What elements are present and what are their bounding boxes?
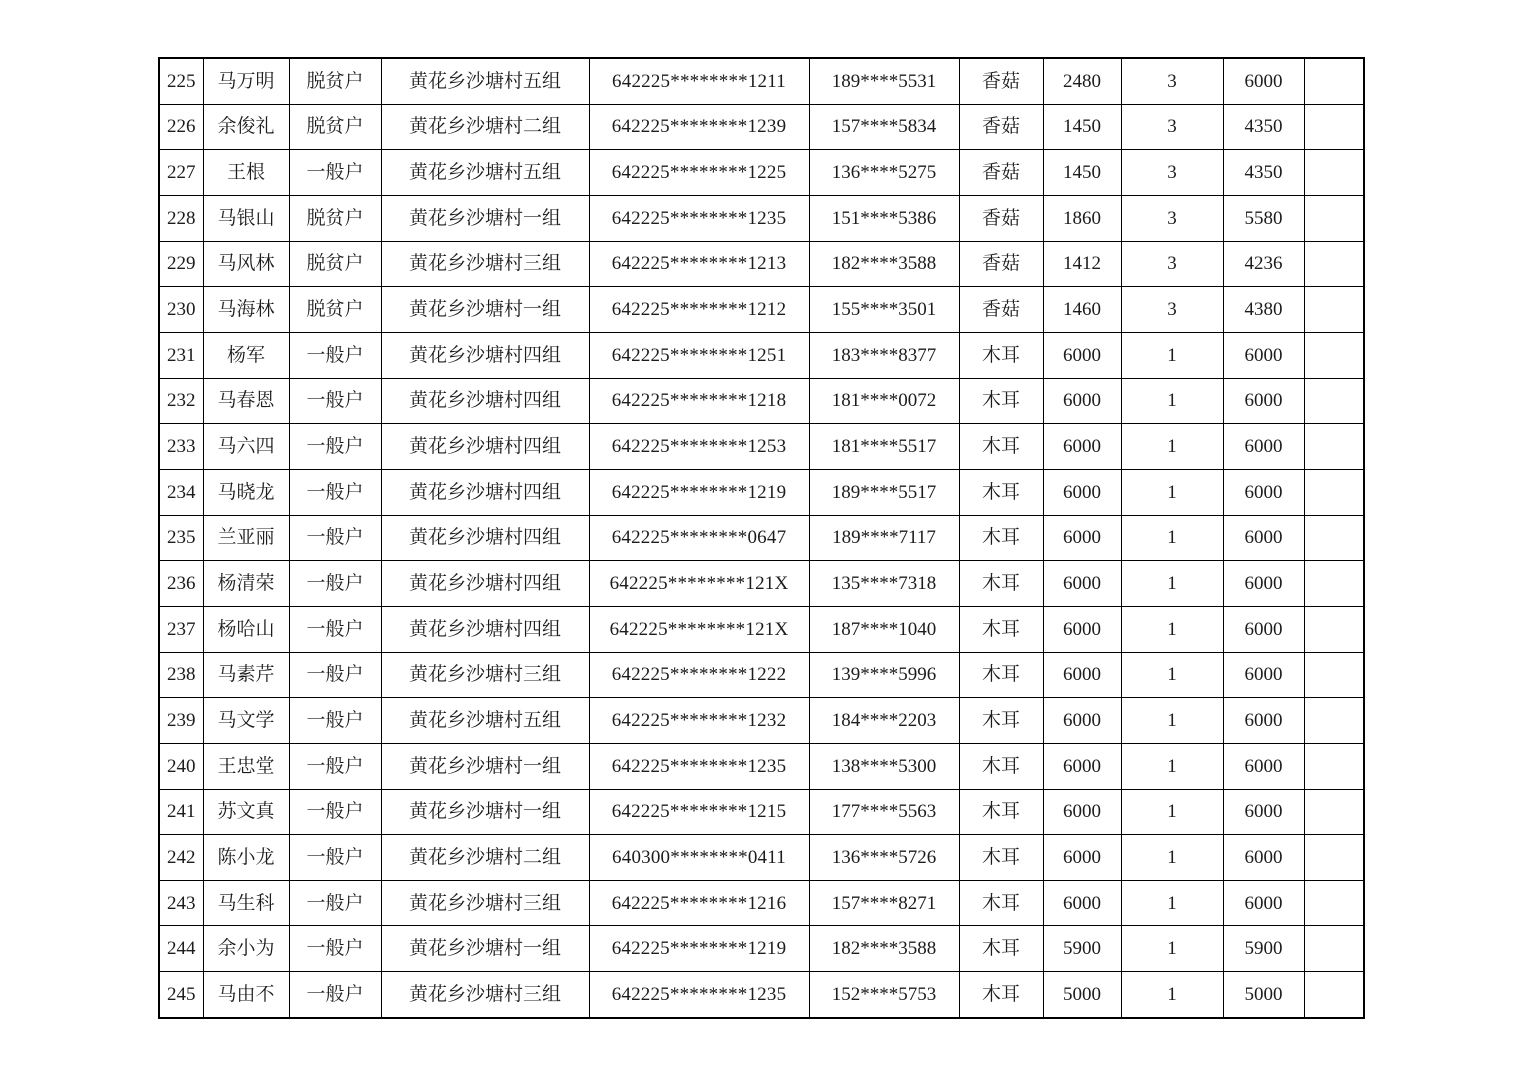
table-row <box>159 287 1364 333</box>
beneficiary-table <box>158 57 1365 1019</box>
table-row <box>159 743 1364 789</box>
cell-household-type: 一般户 <box>289 789 381 835</box>
cell-product: 木耳 <box>959 743 1043 789</box>
cell-product: 木耳 <box>959 789 1043 835</box>
cell-unit-price: 1 <box>1121 606 1223 652</box>
cell-index: 239 <box>159 698 203 744</box>
cell-unit-price: 1 <box>1121 332 1223 378</box>
cell-name: 王根 <box>203 150 289 196</box>
cell-product: 木耳 <box>959 926 1043 972</box>
cell-address: 黄花乡沙塘村一组 <box>381 287 589 333</box>
cell-amount: 6000 <box>1223 606 1304 652</box>
cell-address: 黄花乡沙塘村三组 <box>381 880 589 926</box>
cell-quantity: 6000 <box>1043 332 1121 378</box>
cell-address: 黄花乡沙塘村二组 <box>381 835 589 881</box>
cell-blank <box>1304 332 1364 378</box>
cell-quantity: 1450 <box>1043 104 1121 150</box>
cell-address: 黄花乡沙塘村四组 <box>381 606 589 652</box>
cell-unit-price: 3 <box>1121 58 1223 104</box>
cell-phone: 187****1040 <box>809 606 959 652</box>
table-row <box>159 926 1364 972</box>
cell-household-type: 一般户 <box>289 698 381 744</box>
table-row <box>159 606 1364 652</box>
cell-amount: 6000 <box>1223 743 1304 789</box>
cell-household-type: 一般户 <box>289 652 381 698</box>
cell-id-number: 642225********1253 <box>589 424 809 470</box>
cell-amount: 6000 <box>1223 378 1304 424</box>
cell-product: 木耳 <box>959 378 1043 424</box>
cell-phone: 183****8377 <box>809 332 959 378</box>
cell-address: 黄花乡沙塘村四组 <box>381 332 589 378</box>
cell-product: 木耳 <box>959 561 1043 607</box>
cell-quantity: 6000 <box>1043 652 1121 698</box>
cell-name: 余俊礼 <box>203 104 289 150</box>
cell-index: 235 <box>159 515 203 561</box>
cell-name: 马海林 <box>203 287 289 333</box>
cell-index: 228 <box>159 195 203 241</box>
cell-blank <box>1304 469 1364 515</box>
cell-phone: 189****5517 <box>809 469 959 515</box>
cell-quantity: 2480 <box>1043 58 1121 104</box>
cell-quantity: 6000 <box>1043 835 1121 881</box>
cell-index: 237 <box>159 606 203 652</box>
cell-index: 234 <box>159 469 203 515</box>
cell-unit-price: 3 <box>1121 195 1223 241</box>
cell-product: 香菇 <box>959 241 1043 287</box>
cell-name: 马晓龙 <box>203 469 289 515</box>
cell-household-type: 脱贫户 <box>289 195 381 241</box>
cell-unit-price: 3 <box>1121 241 1223 287</box>
table-row <box>159 789 1364 835</box>
table-row <box>159 332 1364 378</box>
cell-household-type: 脱贫户 <box>289 287 381 333</box>
cell-address: 黄花乡沙塘村五组 <box>381 698 589 744</box>
cell-address: 黄花乡沙塘村二组 <box>381 104 589 150</box>
cell-amount: 6000 <box>1223 58 1304 104</box>
cell-id-number: 642225********1213 <box>589 241 809 287</box>
cell-product: 木耳 <box>959 880 1043 926</box>
cell-amount: 6000 <box>1223 880 1304 926</box>
cell-phone: 182****3588 <box>809 926 959 972</box>
cell-index: 241 <box>159 789 203 835</box>
cell-name: 兰亚丽 <box>203 515 289 561</box>
cell-address: 黄花乡沙塘村五组 <box>381 150 589 196</box>
cell-quantity: 6000 <box>1043 606 1121 652</box>
cell-name: 马文学 <box>203 698 289 744</box>
cell-amount: 6000 <box>1223 789 1304 835</box>
cell-product: 木耳 <box>959 606 1043 652</box>
cell-name: 杨军 <box>203 332 289 378</box>
table-row <box>159 241 1364 287</box>
cell-id-number: 642225********1219 <box>589 469 809 515</box>
table-row <box>159 515 1364 561</box>
cell-id-number: 642225********1215 <box>589 789 809 835</box>
cell-address: 黄花乡沙塘村三组 <box>381 652 589 698</box>
cell-blank <box>1304 652 1364 698</box>
cell-blank <box>1304 880 1364 926</box>
cell-quantity: 6000 <box>1043 469 1121 515</box>
cell-amount: 6000 <box>1223 424 1304 470</box>
cell-amount: 6000 <box>1223 835 1304 881</box>
cell-phone: 151****5386 <box>809 195 959 241</box>
cell-id-number: 642225********1235 <box>589 195 809 241</box>
cell-phone: 182****3588 <box>809 241 959 287</box>
cell-blank <box>1304 241 1364 287</box>
cell-name: 马六四 <box>203 424 289 470</box>
cell-household-type: 一般户 <box>289 469 381 515</box>
cell-product: 香菇 <box>959 104 1043 150</box>
cell-unit-price: 3 <box>1121 287 1223 333</box>
cell-household-type: 一般户 <box>289 606 381 652</box>
cell-blank <box>1304 835 1364 881</box>
table-row <box>159 104 1364 150</box>
table-row <box>159 972 1364 1018</box>
cell-phone: 184****2203 <box>809 698 959 744</box>
cell-quantity: 1460 <box>1043 287 1121 333</box>
cell-amount: 5900 <box>1223 926 1304 972</box>
cell-household-type: 一般户 <box>289 835 381 881</box>
cell-amount: 4350 <box>1223 104 1304 150</box>
cell-id-number: 642225********1235 <box>589 972 809 1018</box>
cell-blank <box>1304 378 1364 424</box>
cell-index: 226 <box>159 104 203 150</box>
cell-address: 黄花乡沙塘村四组 <box>381 469 589 515</box>
cell-product: 香菇 <box>959 195 1043 241</box>
cell-index: 233 <box>159 424 203 470</box>
cell-address: 黄花乡沙塘村四组 <box>381 424 589 470</box>
cell-amount: 4350 <box>1223 150 1304 196</box>
cell-phone: 138****5300 <box>809 743 959 789</box>
cell-unit-price: 1 <box>1121 424 1223 470</box>
cell-id-number: 642225********1212 <box>589 287 809 333</box>
table-row <box>159 424 1364 470</box>
cell-product: 木耳 <box>959 332 1043 378</box>
cell-quantity: 6000 <box>1043 378 1121 424</box>
cell-phone: 189****5531 <box>809 58 959 104</box>
table-row <box>159 150 1364 196</box>
cell-blank <box>1304 150 1364 196</box>
cell-blank <box>1304 743 1364 789</box>
cell-address: 黄花乡沙塘村三组 <box>381 972 589 1018</box>
cell-quantity: 6000 <box>1043 743 1121 789</box>
cell-blank <box>1304 515 1364 561</box>
cell-product: 香菇 <box>959 150 1043 196</box>
cell-phone: 136****5275 <box>809 150 959 196</box>
cell-phone: 157****5834 <box>809 104 959 150</box>
cell-name: 王忠堂 <box>203 743 289 789</box>
cell-household-type: 一般户 <box>289 424 381 470</box>
cell-unit-price: 1 <box>1121 926 1223 972</box>
cell-product: 香菇 <box>959 58 1043 104</box>
cell-unit-price: 1 <box>1121 698 1223 744</box>
cell-index: 242 <box>159 835 203 881</box>
cell-blank <box>1304 561 1364 607</box>
cell-blank <box>1304 972 1364 1018</box>
cell-quantity: 1450 <box>1043 150 1121 196</box>
cell-product: 木耳 <box>959 698 1043 744</box>
cell-name: 苏文真 <box>203 789 289 835</box>
cell-phone: 139****5996 <box>809 652 959 698</box>
table-row <box>159 698 1364 744</box>
cell-unit-price: 1 <box>1121 972 1223 1018</box>
cell-blank <box>1304 698 1364 744</box>
cell-address: 黄花乡沙塘村一组 <box>381 743 589 789</box>
cell-household-type: 一般户 <box>289 515 381 561</box>
cell-index: 238 <box>159 652 203 698</box>
cell-product: 木耳 <box>959 972 1043 1018</box>
cell-household-type: 一般户 <box>289 378 381 424</box>
cell-amount: 4380 <box>1223 287 1304 333</box>
cell-id-number: 642225********0647 <box>589 515 809 561</box>
cell-blank <box>1304 195 1364 241</box>
cell-household-type: 一般户 <box>289 972 381 1018</box>
cell-index: 227 <box>159 150 203 196</box>
cell-name: 杨哈山 <box>203 606 289 652</box>
cell-address: 黄花乡沙塘村一组 <box>381 195 589 241</box>
cell-product: 木耳 <box>959 652 1043 698</box>
cell-amount: 5580 <box>1223 195 1304 241</box>
cell-phone: 136****5726 <box>809 835 959 881</box>
cell-household-type: 一般户 <box>289 332 381 378</box>
cell-unit-price: 1 <box>1121 835 1223 881</box>
cell-blank <box>1304 606 1364 652</box>
cell-amount: 4236 <box>1223 241 1304 287</box>
cell-unit-price: 1 <box>1121 652 1223 698</box>
cell-name: 马春恩 <box>203 378 289 424</box>
cell-amount: 6000 <box>1223 515 1304 561</box>
cell-household-type: 一般户 <box>289 743 381 789</box>
cell-quantity: 5000 <box>1043 972 1121 1018</box>
cell-household-type: 一般户 <box>289 926 381 972</box>
cell-product: 木耳 <box>959 424 1043 470</box>
table-body <box>159 58 1364 1018</box>
cell-amount: 5000 <box>1223 972 1304 1018</box>
cell-product: 木耳 <box>959 835 1043 881</box>
table-row <box>159 835 1364 881</box>
cell-unit-price: 1 <box>1121 561 1223 607</box>
cell-name: 马生科 <box>203 880 289 926</box>
cell-phone: 181****0072 <box>809 378 959 424</box>
cell-blank <box>1304 424 1364 470</box>
cell-index: 245 <box>159 972 203 1018</box>
cell-unit-price: 1 <box>1121 743 1223 789</box>
cell-index: 232 <box>159 378 203 424</box>
cell-id-number: 642225********121X <box>589 561 809 607</box>
cell-name: 马万明 <box>203 58 289 104</box>
table-row <box>159 58 1364 104</box>
cell-name: 马风林 <box>203 241 289 287</box>
cell-amount: 6000 <box>1223 332 1304 378</box>
cell-unit-price: 1 <box>1121 789 1223 835</box>
cell-product: 香菇 <box>959 287 1043 333</box>
cell-blank <box>1304 926 1364 972</box>
cell-index: 225 <box>159 58 203 104</box>
cell-product: 木耳 <box>959 469 1043 515</box>
table-row <box>159 469 1364 515</box>
cell-blank <box>1304 58 1364 104</box>
cell-id-number: 642225********121X <box>589 606 809 652</box>
table-row <box>159 561 1364 607</box>
cell-quantity: 6000 <box>1043 789 1121 835</box>
cell-amount: 6000 <box>1223 652 1304 698</box>
cell-id-number: 642225********1239 <box>589 104 809 150</box>
cell-phone: 152****5753 <box>809 972 959 1018</box>
cell-amount: 6000 <box>1223 698 1304 744</box>
cell-quantity: 6000 <box>1043 515 1121 561</box>
cell-index: 243 <box>159 880 203 926</box>
cell-phone: 157****8271 <box>809 880 959 926</box>
cell-quantity: 1412 <box>1043 241 1121 287</box>
cell-unit-price: 1 <box>1121 469 1223 515</box>
cell-household-type: 脱贫户 <box>289 58 381 104</box>
cell-address: 黄花乡沙塘村四组 <box>381 515 589 561</box>
cell-index: 240 <box>159 743 203 789</box>
cell-name: 陈小龙 <box>203 835 289 881</box>
cell-household-type: 一般户 <box>289 561 381 607</box>
cell-id-number: 640300********0411 <box>589 835 809 881</box>
cell-address: 黄花乡沙塘村三组 <box>381 241 589 287</box>
cell-household-type: 一般户 <box>289 150 381 196</box>
cell-blank <box>1304 104 1364 150</box>
cell-id-number: 642225********1218 <box>589 378 809 424</box>
cell-blank <box>1304 287 1364 333</box>
cell-index: 244 <box>159 926 203 972</box>
cell-quantity: 1860 <box>1043 195 1121 241</box>
cell-name: 杨清荣 <box>203 561 289 607</box>
cell-phone: 181****5517 <box>809 424 959 470</box>
cell-phone: 177****5563 <box>809 789 959 835</box>
cell-address: 黄花乡沙塘村四组 <box>381 561 589 607</box>
cell-address: 黄花乡沙塘村一组 <box>381 926 589 972</box>
cell-blank <box>1304 789 1364 835</box>
cell-name: 马由不 <box>203 972 289 1018</box>
cell-unit-price: 3 <box>1121 150 1223 196</box>
cell-amount: 6000 <box>1223 561 1304 607</box>
cell-id-number: 642225********1219 <box>589 926 809 972</box>
cell-quantity: 6000 <box>1043 561 1121 607</box>
cell-household-type: 脱贫户 <box>289 241 381 287</box>
cell-product: 木耳 <box>959 515 1043 561</box>
cell-quantity: 6000 <box>1043 698 1121 744</box>
cell-address: 黄花乡沙塘村一组 <box>381 789 589 835</box>
cell-unit-price: 3 <box>1121 104 1223 150</box>
cell-name: 余小为 <box>203 926 289 972</box>
cell-id-number: 642225********1216 <box>589 880 809 926</box>
cell-phone: 189****7117 <box>809 515 959 561</box>
cell-id-number: 642225********1225 <box>589 150 809 196</box>
cell-index: 236 <box>159 561 203 607</box>
cell-unit-price: 1 <box>1121 378 1223 424</box>
cell-name: 马银山 <box>203 195 289 241</box>
table-row <box>159 195 1364 241</box>
cell-index: 229 <box>159 241 203 287</box>
cell-amount: 6000 <box>1223 469 1304 515</box>
cell-quantity: 5900 <box>1043 926 1121 972</box>
cell-quantity: 6000 <box>1043 880 1121 926</box>
table-row <box>159 652 1364 698</box>
cell-id-number: 642225********1235 <box>589 743 809 789</box>
cell-household-type: 一般户 <box>289 880 381 926</box>
cell-address: 黄花乡沙塘村五组 <box>381 58 589 104</box>
cell-quantity: 6000 <box>1043 424 1121 470</box>
cell-id-number: 642225********1251 <box>589 332 809 378</box>
cell-index: 231 <box>159 332 203 378</box>
table-row <box>159 880 1364 926</box>
cell-id-number: 642225********1222 <box>589 652 809 698</box>
cell-unit-price: 1 <box>1121 515 1223 561</box>
cell-unit-price: 1 <box>1121 880 1223 926</box>
cell-id-number: 642225********1232 <box>589 698 809 744</box>
cell-phone: 135****7318 <box>809 561 959 607</box>
table-row <box>159 378 1364 424</box>
cell-address: 黄花乡沙塘村四组 <box>381 378 589 424</box>
cell-phone: 155****3501 <box>809 287 959 333</box>
cell-household-type: 脱贫户 <box>289 104 381 150</box>
cell-index: 230 <box>159 287 203 333</box>
cell-id-number: 642225********1211 <box>589 58 809 104</box>
cell-name: 马素芹 <box>203 652 289 698</box>
